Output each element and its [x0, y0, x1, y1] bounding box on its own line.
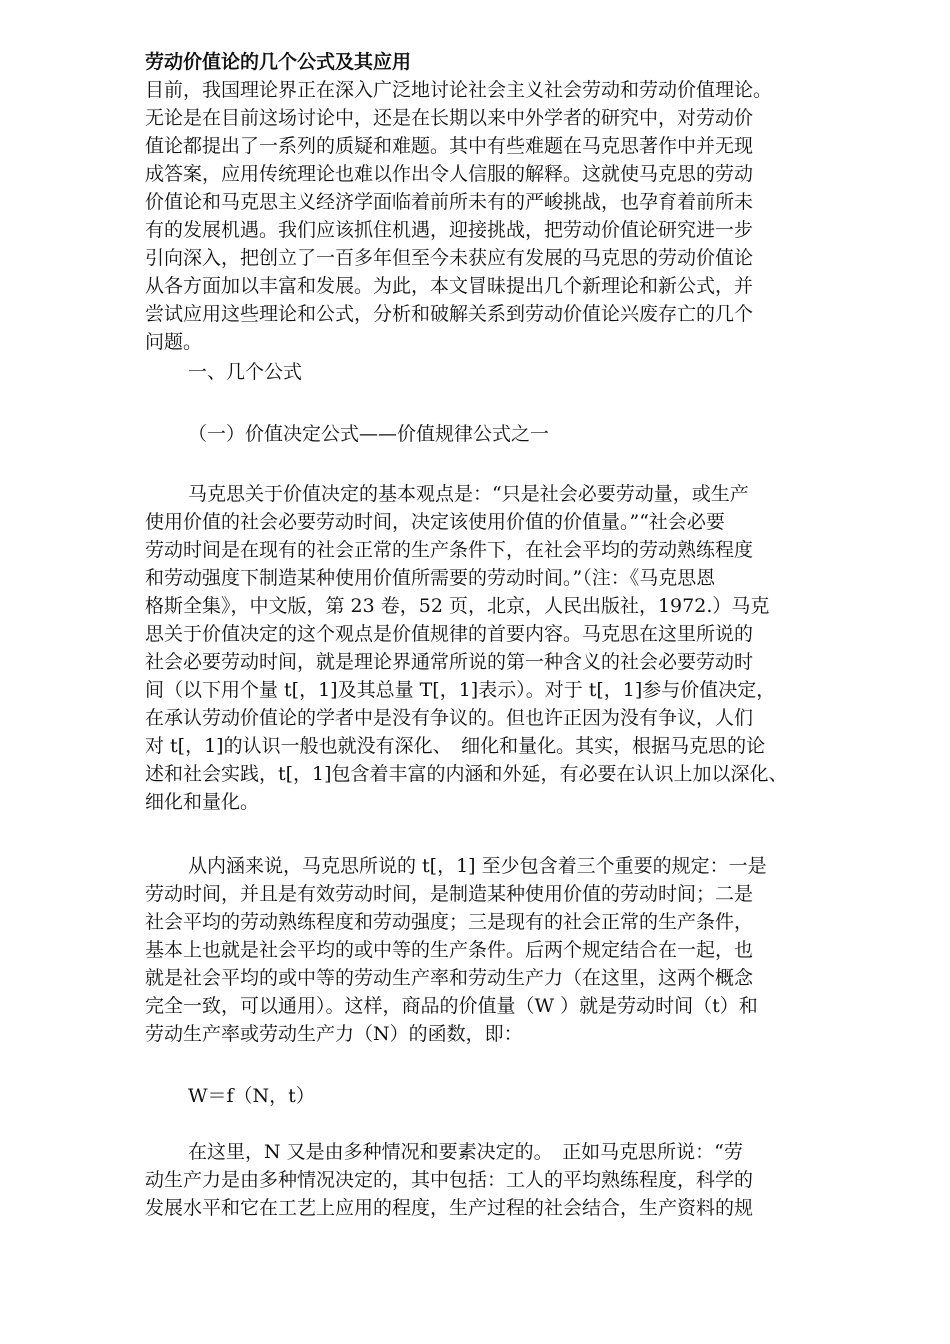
paragraph-line: 使用价值的社会必要劳动时间，决定该使用价值的价值量。”“社会必要	[145, 511, 725, 533]
paragraph-line: 劳动生产率或劳动生产力（N）的函数，即：	[145, 1023, 523, 1045]
intro-line: 价值论和马克思主义经济学面临着前所未有的严峻挑战，也孕育着前所未	[145, 191, 754, 213]
intro-line: 目前，我国理论界正在深入广泛地讨论社会主义社会劳动和劳动价值理论。	[145, 79, 773, 101]
paragraph-line: 发展水平和它在工艺上应用的程度，生产过程的社会结合，生产资料的规	[145, 1197, 754, 1219]
paragraph-line: 劳动时间是在现有的社会正常的生产条件下，在社会平均的劳动熟练程度	[145, 539, 754, 561]
paragraph-line: 格斯全集》，中文版，第 23 卷，52 页，北京，人民出版社，1972.）马克	[145, 595, 770, 617]
paragraph-line: 间（以下用个量 t[，1]及其总量 T[，1]表示）。对于 t[，1]参与价值决定，	[145, 679, 776, 701]
intro-line: 值论都提出了一系列的质疑和难题。其中有些难题在马克思著作中并无现	[145, 135, 754, 157]
paragraph-line: 和劳动强度下制造某种使用价值所需要的劳动时间。”（注：《马克思恩	[145, 567, 716, 589]
paragraph-line: 完全一致，可以通用）。这样，商品的价值量（W ）就是劳动时间（t）和	[145, 995, 758, 1017]
paragraph-line: 基本上也就是社会平均的或中等的生产条件。后两个规定结合在一起，也	[145, 939, 754, 961]
paragraph-line: 对 t[，1]的认识一般也就没有深化、 细化和量化。其实，根据马克思的论	[145, 735, 766, 757]
paragraph-line: 思关于价值决定的这个观点是价值规律的首要内容。马克思在这里所说的	[145, 623, 754, 645]
paragraph-line: 细化和量化。	[145, 791, 260, 813]
document-title: 劳动价值论的几个公式及其应用	[145, 51, 412, 73]
paragraph-line: 从内涵来说，马克思所说的 t[，1] 至少包含着三个重要的规定：一是	[188, 855, 767, 877]
paragraph-line: 劳动时间，并且是有效劳动时间，是制造某种使用价值的劳动时间；二是	[145, 883, 754, 905]
paragraph-line: 动生产力是由多种情况决定的，其中包括：工人的平均熟练程度，科学的	[145, 1169, 754, 1191]
formula: W＝f（N，t）	[188, 1085, 315, 1107]
intro-line: 问题。	[145, 331, 203, 353]
section-heading: 一、几个公式	[188, 361, 303, 383]
intro-line: 无论是在目前这场讨论中，还是在长期以来中外学者的研究中，对劳动价	[145, 107, 754, 129]
paragraph-line: 述和社会实践，t[，1]包含着丰富的内涵和外延，有必要在认识上加以深化、	[145, 763, 788, 785]
intro-line: 尝试应用这些理论和公式，分析和破解关系到劳动价值论兴废存亡的几个	[145, 303, 754, 325]
paragraph-line: 马克思关于价值决定的基本观点是：“只是社会必要劳动量，或生产	[188, 483, 749, 505]
intro-line: 引向深入，把创立了一百多年但至今未获应有发展的马克思的劳动价值论	[145, 247, 754, 269]
paragraph-line: 在承认劳动价值论的学者中是没有争议的。但也许正因为没有争议，人们	[145, 707, 754, 729]
paragraph-line: 在这里，N 又是由多种情况和要素决定的。 正如马克思所说：“劳	[188, 1141, 743, 1163]
paragraph-line: 就是社会平均的或中等的劳动生产率和劳动生产力（在这里，这两个概念	[145, 967, 754, 989]
paragraph-line: 社会平均的劳动熟练程度和劳动强度；三是现有的社会正常的生产条件，	[145, 911, 754, 933]
intro-line: 成答案，应用传统理论也难以作出令人信服的解释。这就使马克思的劳动	[145, 163, 754, 185]
paragraph-line: 社会必要劳动时间，就是理论界通常所说的第一种含义的社会必要劳动时	[145, 651, 754, 673]
intro-line: 从各方面加以丰富和发展。为此，本文冒昧提出几个新理论和新公式，并	[145, 275, 754, 297]
subsection-heading: （一）价值决定公式——价值规律公式之一	[188, 423, 550, 445]
intro-line: 有的发展机遇。我们应该抓住机遇，迎接挑战，把劳动价值论研究进一步	[145, 219, 754, 241]
